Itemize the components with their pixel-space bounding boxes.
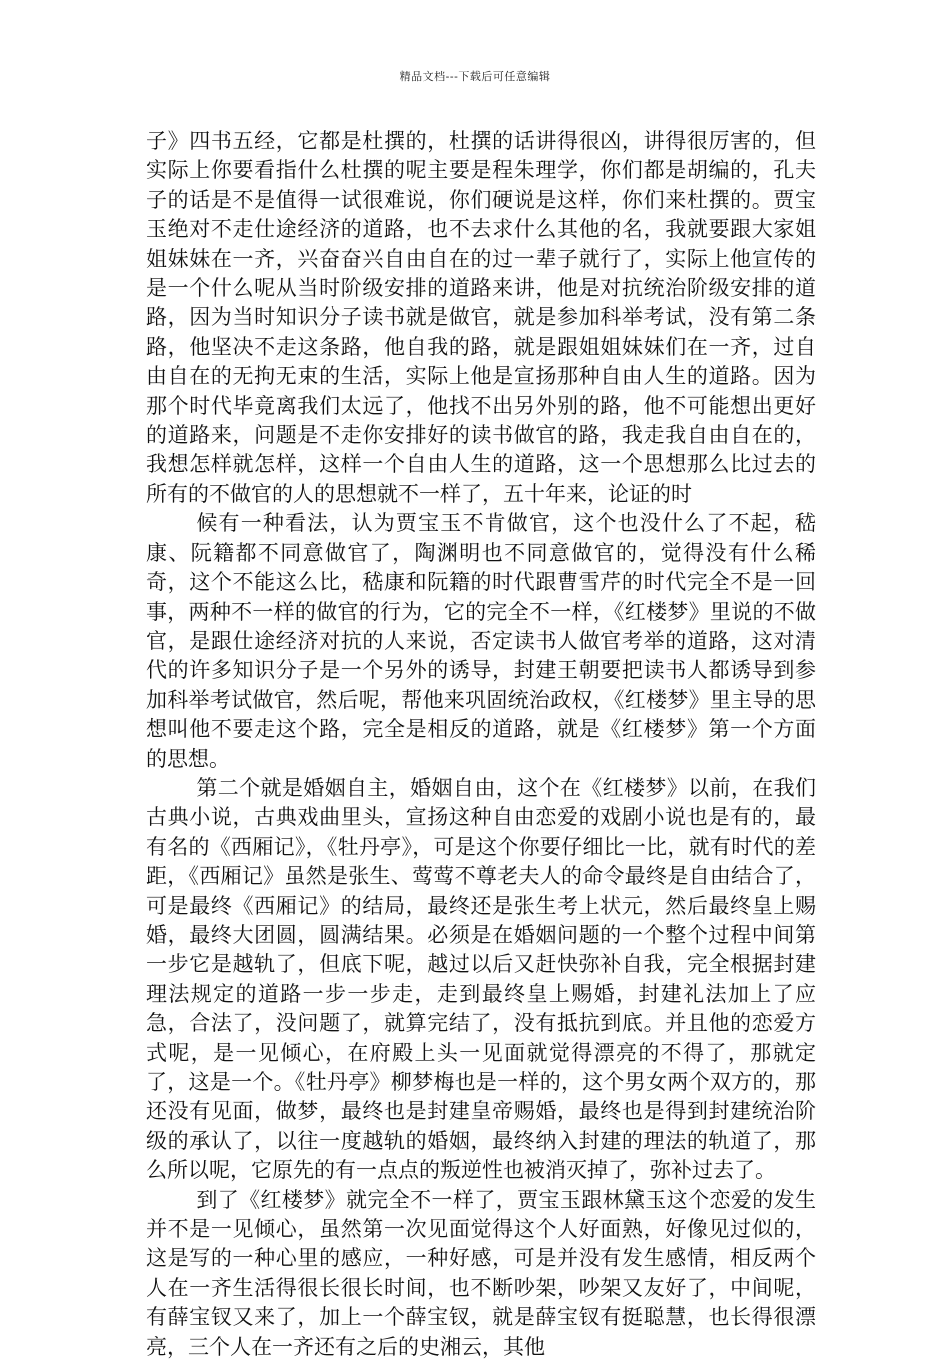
- paragraph-3: 第二个就是婚姻自主，婚姻自由，这个在《红楼梦》以前，在我们古典小说，古典戏曲里头，宣扬这种自由恋爱的戏剧小说也是有的，最有名的《西厢记》，《牡丹亭》，可是这个你要仔细比一比，就有时代的差距，《西厢记》虽然是张生、莺莺不尊老夫人的命令最终是自由结合了，可是最终《西厢记》的结局，最终还是张生考上状元，然后最终皇上赐婚，最终大团圆，圆满结果。必须是在婚姻问题的一个整个过程中间第一步它是越轨了，但底下呢，越过以后又赶快弥补自我，完全根据封建理法规定的道路一步一步走，走到最终皇上赐婚，封建礼法加上了应急，合法了，没问题了，就算完结了，没有抵抗到底。并且他的恋爱方式呢，是一见倾心，在府殿上头一见面就觉得漂亮的不得了，那就定了，这是一个。《牡丹亭》柳梦梅也是一样的，这个男女两个双方的，那还没有见面，做梦，最终也是封建皇帝赐婚，最终也是得到封建统治阶级的承认了，以往一度越轨的婚姻，最终纳入封建的理法的轨道了，那么所以呢，它原先的有一点点的叛逆性也被消灭掉了，弥补过去了。: [146, 775, 816, 1183]
- paragraph-2: 候有一种看法，认为贾宝玉不肯做官，这个也没什么了不起，嵇康、阮籍都不同意做官了，陶渊明也不同意做官的，觉得没有什么稀奇，这个不能这么比，嵇康和阮籍的时代跟曹雪芹的时代完全不是一回事，两种不一样的做官的行为，它的完全不一样，《红楼梦》里说的不做官，是跟仕途经济对抗的人来说，否定读书人做官考举的道路，这对清代的许多知识分子是一个另外的诱导，封建王朝要把读书人都诱导到参加科举考试做官，然后呢，帮他来巩固统治政权，《红楼梦》里主导的思想叫他不要走这个路，完全是相反的道路，就是《红楼梦》第一个方面的思想。: [146, 511, 816, 771]
- document-body: [146, 127, 816, 1362]
- page-header: 精品文档---下载后可任意编辑: [399, 70, 551, 83]
- paragraph-4: 到了《红楼梦》就完全不一样了，贾宝玉跟林黛玉这个恋爱的发生并不是一见倾心，虽然第一次见面觉得这个人好面熟，好像见过似的，这是写的一种心里的感应，一种好感，可是并没有发生感情，相反两个人在一齐生活得很长很长时间，也不断吵架，吵架又友好了，中间呢，有薛宝钗又来了，加上一个薛宝钗，就是薛宝钗有挺聪慧，也长得很漂亮，三个人在一齐还有之后的史湘云，其他: [146, 1187, 816, 1359]
- paragraph-1: 子》四书五经，它都是杜撰的，杜撰的话讲得很凶，讲得很厉害的，但实际上你要看指什么杜撰的呢主要是程朱理学，你们都是胡编的，孔夫子的话是不是值得一试很难说，你们硬说是这样，你们来杜撰的。贾宝玉绝对不走仕途经济的道路，也不去求什么其他的名，我就要跟大家姐姐妹妹在一齐，兴奋奋兴自由自在的过一辈子就行了，实际上他宣传的是一个什么呢从当时阶级安排的道路来讲，他是对抗统治阶级安排的道路，因为当时知识分子读书就是做官，就是参加科举考试，没有第二条路，他坚决不走这条路，他自我的路，就是跟姐姐妹妹们在一齐，过自由自在的无拘无束的生活，实际上他是宣扬那种自由人生的道路。因为那个时代毕竟离我们太远了，他找不出另外别的路，他不可能想出更好的道路来，问题是不走你安排好的读书做官的路，我走我自由自在的，我想怎样就怎样，这样一个自由人生的道路，这一个思想那么比过去的所有的不做官的人的思想就不一样了，五十年来，论证的时: [146, 129, 816, 506]
